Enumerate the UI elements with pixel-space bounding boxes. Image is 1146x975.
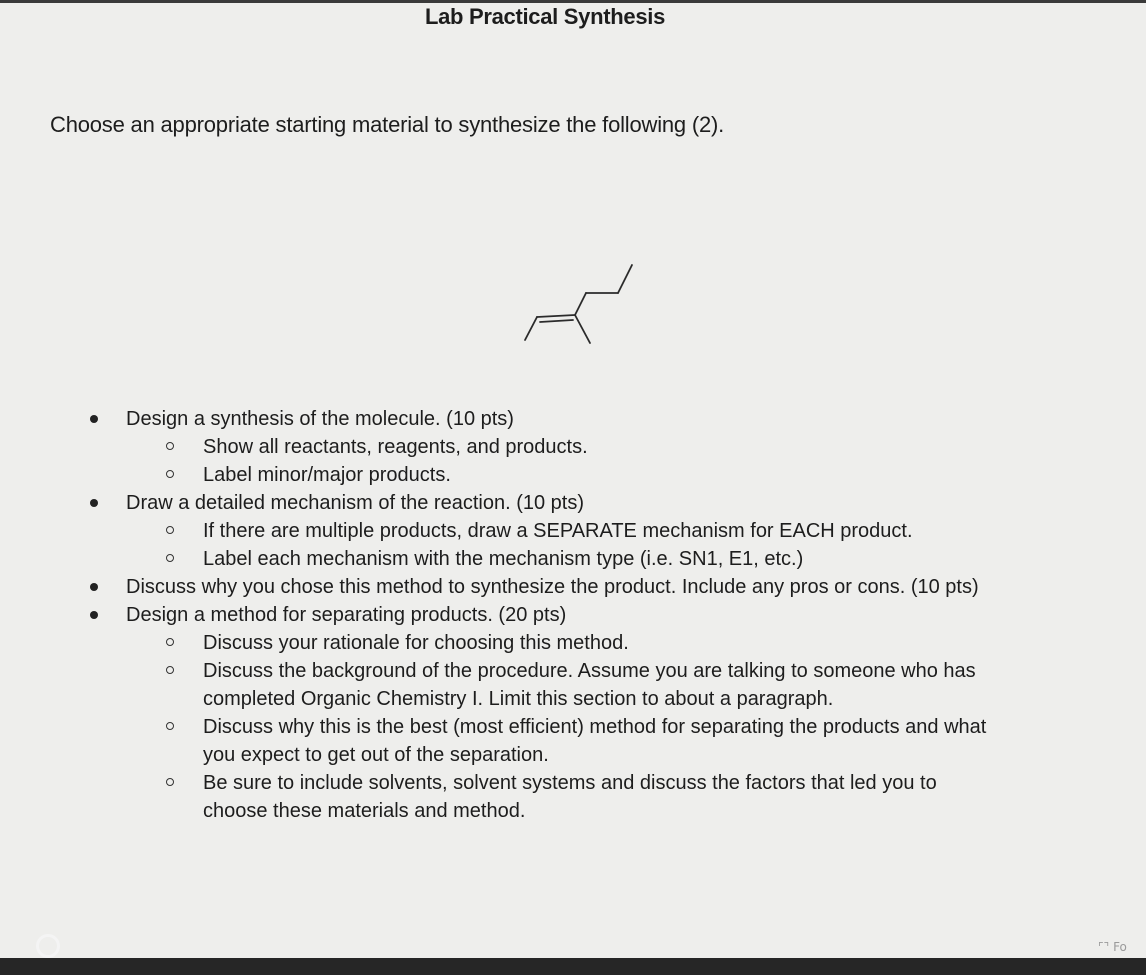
requirements-list: [0, 405, 1146, 825]
sub-list-item: [0, 713, 1146, 769]
list-item-text: Draw a detailed mechanism of the reaction. (10 pts): [126, 492, 584, 514]
circle-bullet-icon: [166, 526, 174, 534]
sub-item-text: Label minor/major products.: [203, 464, 451, 486]
bond-chain-end: [618, 265, 632, 293]
page-title: Lab Practical Synthesis: [424, 4, 666, 29]
bond-to-chain: [575, 293, 586, 315]
question-prompt: Choose an appropriate starting material to synthesize the following (2).: [50, 112, 725, 137]
sub-list-item: [0, 433, 1146, 461]
sub-item-text: Discuss why this is the best (most efficient) method for separating the products and what you expect to get out of the separation.: [203, 716, 987, 766]
bond-double-inner: [540, 320, 573, 322]
bottom-bar: [0, 958, 1146, 975]
sub-list-item: [0, 657, 1146, 713]
circle-bullet-icon: [166, 554, 174, 562]
bullet-dot-icon: [90, 583, 98, 591]
corner-label: [1098, 940, 1127, 954]
list-item: [0, 601, 1146, 629]
sub-item-text: Label each mechanism with the mechanism type (i.e. SN1, E1, etc.): [203, 548, 804, 570]
molecule-structure-icon: [520, 255, 640, 345]
sub-list-item: [0, 461, 1146, 489]
circle-bullet-icon: [166, 666, 174, 674]
sub-list-item: [0, 769, 1146, 825]
sub-list-item: [0, 545, 1146, 573]
sub-list-item: [0, 629, 1146, 657]
camera-shutter-icon[interactable]: [36, 934, 60, 958]
sub-item-text: Show all reactants, reagents, and products.: [203, 436, 588, 458]
bond-methyl-right: [575, 315, 590, 343]
list-item-text: Design a method for separating products. (20 pts): [126, 604, 567, 626]
circle-bullet-icon: [166, 442, 174, 450]
bond-double-outer: [537, 315, 575, 317]
bullet-dot-icon: [90, 499, 98, 507]
top-edge: [0, 0, 1146, 3]
bullet-dot-icon: [90, 415, 98, 423]
sub-item-text: Discuss your rationale for choosing this method.: [203, 632, 629, 654]
bullet-dot-icon: [90, 611, 98, 619]
list-item-text: Design a synthesis of the molecule. (10 pts): [126, 408, 514, 430]
circle-bullet-icon: [166, 778, 174, 786]
sub-item-text: Be sure to include solvents, solvent systems and discuss the factors that led you to choose these materials and method.: [203, 772, 937, 822]
circle-bullet-icon: [166, 638, 174, 646]
corner-label-text: Fo: [1113, 940, 1127, 954]
bond-methyl-left: [525, 317, 537, 340]
list-item: [0, 405, 1146, 433]
list-item-text: Discuss why you chose this method to synthesize the product. Include any pros or cons. (10 pts): [126, 576, 979, 598]
bracket-icon: ⌜⌝: [1098, 940, 1114, 954]
sub-list-item: [0, 517, 1146, 545]
list-item: [0, 573, 1146, 601]
circle-bullet-icon: [166, 470, 174, 478]
sub-item-text: If there are multiple products, draw a SEPARATE mechanism for EACH product.: [203, 520, 913, 542]
circle-bullet-icon: [166, 722, 174, 730]
sub-item-text: Discuss the background of the procedure. Assume you are talking to someone who has completed Organic Chemistry I. Limit this section to about a paragraph.: [203, 660, 976, 710]
list-item: [0, 489, 1146, 517]
